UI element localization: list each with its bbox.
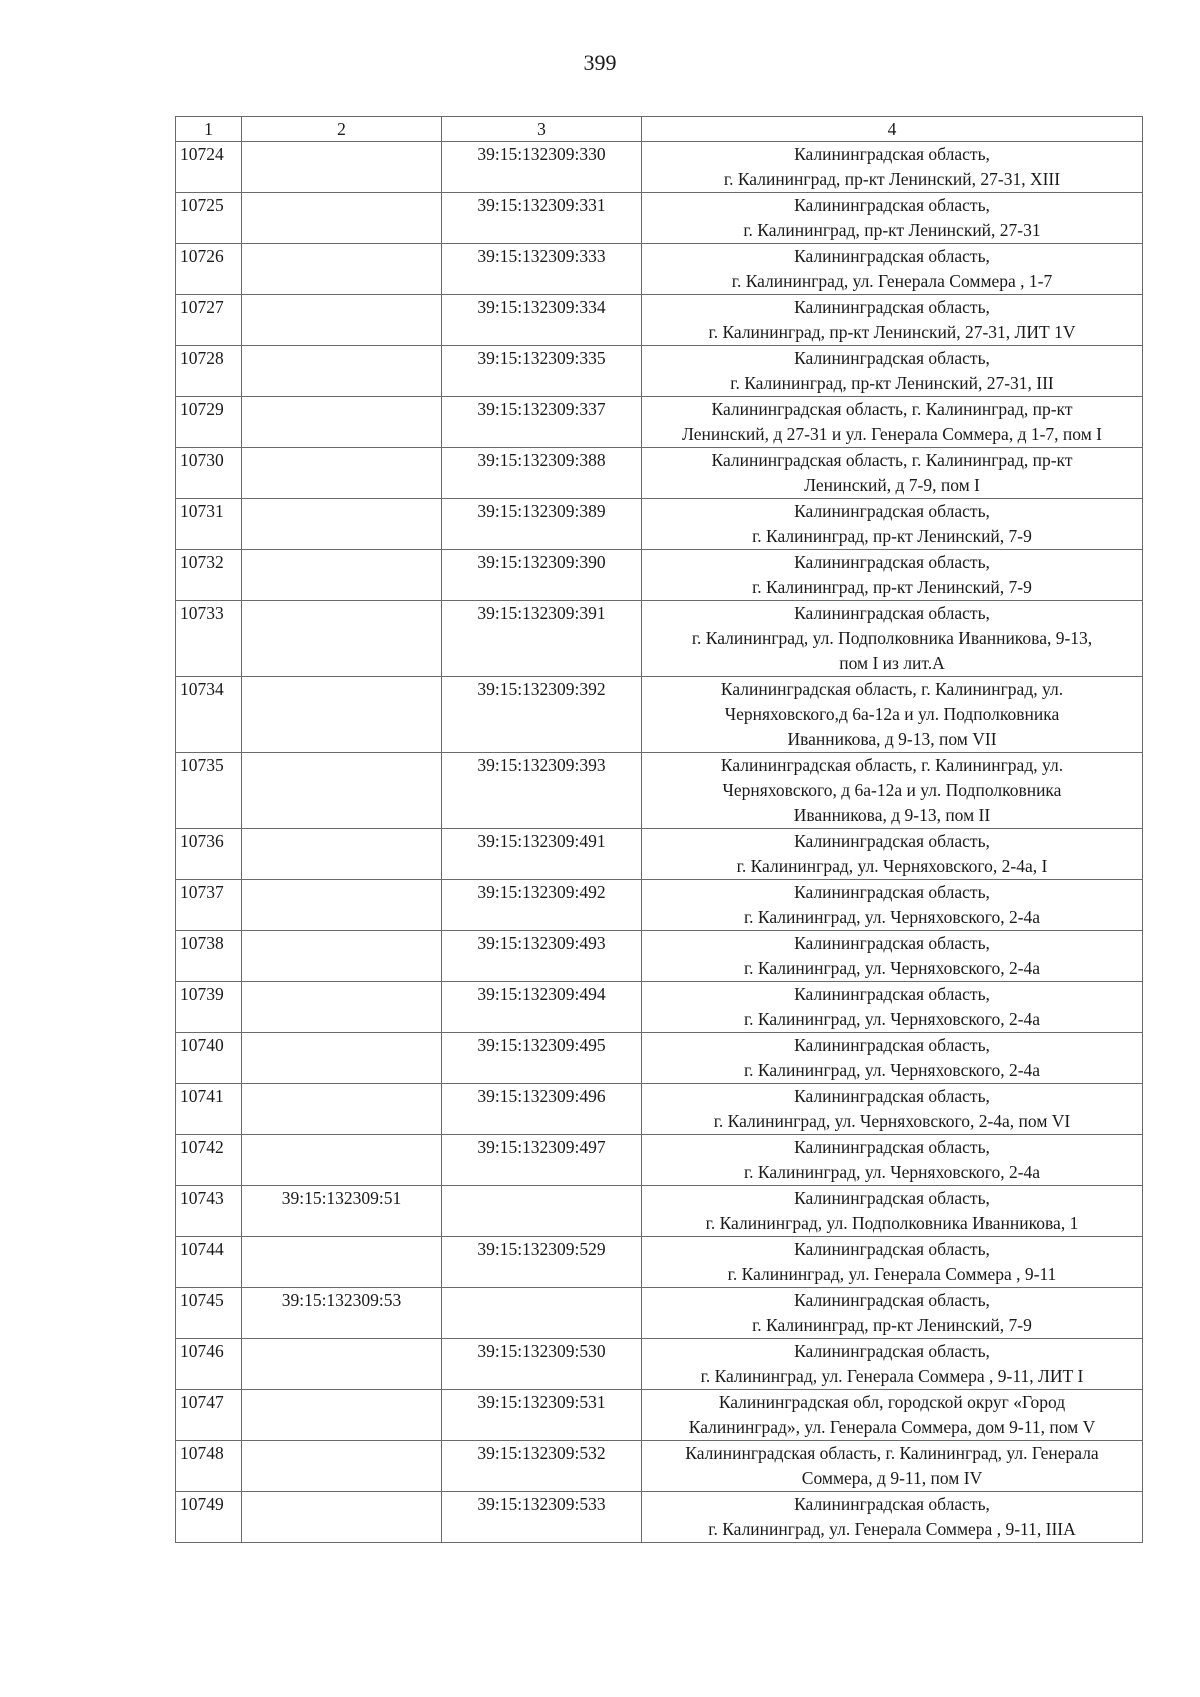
- row-number-cell: 10729: [176, 397, 242, 448]
- address-cell: [642, 1390, 1143, 1441]
- address-line: г. Калининград, пр-кт Ленинский, 7-9: [752, 577, 1032, 597]
- land-cadastral-number-cell: [242, 1492, 442, 1543]
- row-number-cell: 10742: [176, 1135, 242, 1186]
- address-cell: [642, 1135, 1143, 1186]
- address-line: Калининградская область,: [794, 348, 990, 368]
- table-row: [176, 499, 1143, 550]
- land-cadastral-number-cell: [242, 982, 442, 1033]
- address-line: Калининградская область,: [794, 831, 990, 851]
- cadastral-number-cell: 39:15:132309:491: [442, 829, 642, 880]
- cadastral-number-cell: 39:15:132309:388: [442, 448, 642, 499]
- address-line: Соммера, д 9-11, пом IV: [801, 1468, 983, 1488]
- address-line: Калининградская область,: [794, 1290, 990, 1310]
- address-line: г. Калининград, пр-кт Ленинский, 7-9: [752, 1315, 1032, 1335]
- row-number-cell: 10736: [176, 829, 242, 880]
- table-row: [176, 1339, 1143, 1390]
- table-row: [176, 1237, 1143, 1288]
- cadastral-number-cell: [442, 1288, 642, 1339]
- land-cadastral-number-cell: [242, 397, 442, 448]
- address-line: Калининградская область,: [794, 1239, 990, 1259]
- row-number-cell: 10731: [176, 499, 242, 550]
- registry-body: [176, 142, 1143, 1543]
- address-cell: [642, 677, 1143, 753]
- address-cell: [642, 295, 1143, 346]
- row-number-cell: 10747: [176, 1390, 242, 1441]
- registry-table: [175, 116, 1143, 1543]
- address-line: г. Калининград, пр-кт Ленинский, 27-31, XIII: [723, 169, 1061, 189]
- row-number-cell: 10746: [176, 1339, 242, 1390]
- address-cell: [642, 1186, 1143, 1237]
- address-line: Калининградская область, г. Калининград, пр-кт: [711, 450, 1073, 470]
- table-row: [176, 244, 1143, 295]
- address-cell: [642, 550, 1143, 601]
- land-cadastral-number-cell: [242, 1237, 442, 1288]
- address-line: Калининградская область, г. Калининград, ул.: [720, 755, 1064, 775]
- land-cadastral-number-cell: [242, 244, 442, 295]
- cadastral-number-cell: 39:15:132309:495: [442, 1033, 642, 1084]
- table-row: [176, 1492, 1143, 1543]
- address-line: Калининградская область,: [794, 1086, 990, 1106]
- cadastral-number-cell: 39:15:132309:390: [442, 550, 642, 601]
- header-row: [176, 117, 1143, 142]
- row-number-cell: 10725: [176, 193, 242, 244]
- address-line: Калининградская область,: [794, 984, 990, 1004]
- address-line: Калининградская область, г. Калининград, пр-кт: [711, 399, 1073, 419]
- address-line: Калининградская область, г. Калининград, ул. Генерала: [685, 1443, 1099, 1463]
- address-line: г. Калининград, ул. Черняховского, 2-4а: [743, 907, 1041, 927]
- cadastral-number-cell: 39:15:132309:530: [442, 1339, 642, 1390]
- address-line: г. Калининград, ул. Черняховского, 2-4а, I: [736, 856, 1048, 876]
- address-line: г. Калининград, ул. Черняховского, 2-4а: [743, 1060, 1041, 1080]
- address-cell: [642, 880, 1143, 931]
- table-row: [176, 142, 1143, 193]
- land-cadastral-number-cell: [242, 142, 442, 193]
- address-line: Калининградская область, г. Калининград, ул.: [720, 679, 1064, 699]
- row-number-cell: 10749: [176, 1492, 242, 1543]
- address-cell: [642, 931, 1143, 982]
- row-number-cell: 10724: [176, 142, 242, 193]
- address-line: Калининградская область,: [794, 552, 990, 572]
- address-line: Калининградская область,: [794, 933, 990, 953]
- land-cadastral-number-cell: [242, 499, 442, 550]
- cadastral-number-cell: 39:15:132309:493: [442, 931, 642, 982]
- address-cell: [642, 1492, 1143, 1543]
- table-row: [176, 753, 1143, 829]
- column-header-2: 2: [242, 117, 442, 142]
- address-line: Калининградская область,: [794, 882, 990, 902]
- address-line: Калининградская область,: [794, 1035, 990, 1055]
- land-cadastral-number-cell: [242, 295, 442, 346]
- land-cadastral-number-cell: 39:15:132309:53: [242, 1288, 442, 1339]
- cadastral-number-cell: 39:15:132309:529: [442, 1237, 642, 1288]
- land-cadastral-number-cell: [242, 1084, 442, 1135]
- table-row: [176, 448, 1143, 499]
- table-row: [176, 550, 1143, 601]
- land-cadastral-number-cell: [242, 931, 442, 982]
- row-number-cell: 10732: [176, 550, 242, 601]
- address-line: г. Калининград, ул. Генерала Соммера , 9-11, ЛИТ I: [700, 1366, 1084, 1386]
- address-cell: [642, 142, 1143, 193]
- address-cell: [642, 193, 1143, 244]
- cadastral-number-cell: 39:15:132309:393: [442, 753, 642, 829]
- table-row: [176, 1033, 1143, 1084]
- address-line: Калининградская область,: [794, 1494, 990, 1514]
- cadastral-number-cell: 39:15:132309:532: [442, 1441, 642, 1492]
- land-cadastral-number-cell: [242, 1339, 442, 1390]
- address-line: г. Калининград, пр-кт Ленинский, 27-31, ЛИТ 1V: [708, 322, 1076, 342]
- address-line: Калининградская область,: [794, 195, 990, 215]
- cadastral-number-cell: 39:15:132309:497: [442, 1135, 642, 1186]
- row-number-cell: 10738: [176, 931, 242, 982]
- row-number-cell: 10741: [176, 1084, 242, 1135]
- address-cell: [642, 1339, 1143, 1390]
- address-cell: [642, 601, 1143, 677]
- address-line: г. Калининград, ул. Генерала Соммера , 9-11, IIIА: [708, 1519, 1076, 1539]
- row-number-cell: 10744: [176, 1237, 242, 1288]
- row-number-cell: 10740: [176, 1033, 242, 1084]
- land-cadastral-number-cell: [242, 829, 442, 880]
- cadastral-number-cell: 39:15:132309:492: [442, 880, 642, 931]
- address-line: г. Калининград, ул. Черняховского, 2-4а: [743, 958, 1041, 978]
- address-line: г. Калининград, ул. Черняховского, 2-4а, пом VI: [713, 1111, 1071, 1131]
- column-header-4: 4: [642, 117, 1143, 142]
- cadastral-number-cell: 39:15:132309:333: [442, 244, 642, 295]
- table-row: [176, 1084, 1143, 1135]
- address-line: Ленинский, д 27-31 и ул. Генерала Соммера, д 1-7, пом I: [682, 424, 1102, 444]
- column-header-1: 1: [176, 117, 242, 142]
- land-cadastral-number-cell: [242, 448, 442, 499]
- address-line: Калининградская область,: [794, 603, 990, 623]
- cadastral-number-cell: 39:15:132309:531: [442, 1390, 642, 1441]
- cadastral-number-cell: 39:15:132309:331: [442, 193, 642, 244]
- table-row: [176, 295, 1143, 346]
- address-cell: [642, 982, 1143, 1033]
- address-cell: [642, 1033, 1143, 1084]
- address-line: г. Калининград, ул. Генерала Соммера , 1-7: [731, 271, 1053, 291]
- column-header-3: 3: [442, 117, 642, 142]
- row-number-cell: 10748: [176, 1441, 242, 1492]
- land-cadastral-number-cell: [242, 601, 442, 677]
- cadastral-number-cell: [442, 1186, 642, 1237]
- table-row: [176, 931, 1143, 982]
- address-line: Калининградская область,: [794, 297, 990, 317]
- land-cadastral-number-cell: [242, 1033, 442, 1084]
- row-number-cell: 10737: [176, 880, 242, 931]
- row-number-cell: 10734: [176, 677, 242, 753]
- row-number-cell: 10743: [176, 1186, 242, 1237]
- address-line: г. Калининград, пр-кт Ленинский, 7-9: [752, 526, 1032, 546]
- table-row: [176, 397, 1143, 448]
- address-line: Иванникова, д 9-13, пом II: [793, 805, 991, 825]
- cadastral-number-cell: 39:15:132309:389: [442, 499, 642, 550]
- address-cell: [642, 244, 1143, 295]
- table-row: [176, 601, 1143, 677]
- address-line: Иванникова, д 9-13, пом VII: [787, 729, 997, 749]
- address-cell: [642, 346, 1143, 397]
- land-cadastral-number-cell: [242, 1441, 442, 1492]
- row-number-cell: 10739: [176, 982, 242, 1033]
- land-cadastral-number-cell: 39:15:132309:51: [242, 1186, 442, 1237]
- cadastral-number-cell: 39:15:132309:392: [442, 677, 642, 753]
- table-row: [176, 1135, 1143, 1186]
- address-line: Калининградская область,: [794, 1341, 990, 1361]
- address-line: г. Калининград, ул. Черняховского, 2-4а: [743, 1162, 1041, 1182]
- land-cadastral-number-cell: [242, 1135, 442, 1186]
- address-cell: [642, 448, 1143, 499]
- row-number-cell: 10745: [176, 1288, 242, 1339]
- address-cell: [642, 499, 1143, 550]
- address-cell: [642, 753, 1143, 829]
- address-cell: [642, 397, 1143, 448]
- cadastral-number-cell: 39:15:132309:330: [442, 142, 642, 193]
- cadastral-number-cell: 39:15:132309:496: [442, 1084, 642, 1135]
- row-number-cell: 10727: [176, 295, 242, 346]
- address-line: г. Калининград, ул. Подполковника Иванникова, 1: [705, 1213, 1079, 1233]
- address-cell: [642, 1441, 1143, 1492]
- table-row: [176, 829, 1143, 880]
- table-row: [176, 982, 1143, 1033]
- row-number-cell: 10730: [176, 448, 242, 499]
- row-number-cell: 10728: [176, 346, 242, 397]
- row-number-cell: 10735: [176, 753, 242, 829]
- land-cadastral-number-cell: [242, 880, 442, 931]
- land-cadastral-number-cell: [242, 753, 442, 829]
- address-line: Калининградская область,: [794, 501, 990, 521]
- cadastral-number-cell: 39:15:132309:337: [442, 397, 642, 448]
- address-line: пом I из лит.А: [839, 653, 945, 673]
- cadastral-number-cell: 39:15:132309:533: [442, 1492, 642, 1543]
- land-cadastral-number-cell: [242, 550, 442, 601]
- land-cadastral-number-cell: [242, 193, 442, 244]
- address-line: Черняховского,д 6а-12а и ул. Подполковника: [724, 704, 1060, 724]
- table-row: [176, 1186, 1143, 1237]
- land-cadastral-number-cell: [242, 346, 442, 397]
- land-cadastral-number-cell: [242, 677, 442, 753]
- address-line: Калининградская область,: [794, 246, 990, 266]
- address-line: г. Калининград, пр-кт Ленинский, 27-31: [743, 220, 1041, 240]
- table-row: [176, 1390, 1143, 1441]
- address-line: г. Калининград, ул. Черняховского, 2-4а: [743, 1009, 1041, 1029]
- cadastral-number-cell: 39:15:132309:335: [442, 346, 642, 397]
- table-row: [176, 346, 1143, 397]
- address-line: Калининградская область,: [794, 1188, 990, 1208]
- address-line: Калининградская область,: [794, 1137, 990, 1157]
- row-number-cell: 10733: [176, 601, 242, 677]
- address-line: Черняховского, д 6а-12а и ул. Подполковника: [722, 780, 1062, 800]
- address-line: Калининградская область,: [794, 144, 990, 164]
- address-line: Калининградская обл, городской округ «Город: [718, 1392, 1066, 1412]
- address-line: Калининград», ул. Генерала Соммера, дом 9-11, пом V: [688, 1417, 1096, 1437]
- land-cadastral-number-cell: [242, 1390, 442, 1441]
- address-cell: [642, 1084, 1143, 1135]
- address-line: Ленинский, д 7-9, пом I: [804, 475, 980, 495]
- table-row: [176, 677, 1143, 753]
- table-row: [176, 193, 1143, 244]
- address-cell: [642, 1237, 1143, 1288]
- table-row: [176, 1441, 1143, 1492]
- address-cell: [642, 829, 1143, 880]
- address-cell: [642, 1288, 1143, 1339]
- row-number-cell: 10726: [176, 244, 242, 295]
- table-row: [176, 1288, 1143, 1339]
- address-line: г. Калининград, ул. Подполковника Иванникова, 9-13,: [691, 628, 1093, 648]
- table-row: [176, 880, 1143, 931]
- address-line: г. Калининград, пр-кт Ленинский, 27-31, III: [730, 373, 1054, 393]
- cadastral-number-cell: 39:15:132309:391: [442, 601, 642, 677]
- page-number: 399: [583, 50, 617, 75]
- address-line: г. Калининград, ул. Генерала Соммера , 9-11: [727, 1264, 1057, 1284]
- cadastral-number-cell: 39:15:132309:334: [442, 295, 642, 346]
- cadastral-number-cell: 39:15:132309:494: [442, 982, 642, 1033]
